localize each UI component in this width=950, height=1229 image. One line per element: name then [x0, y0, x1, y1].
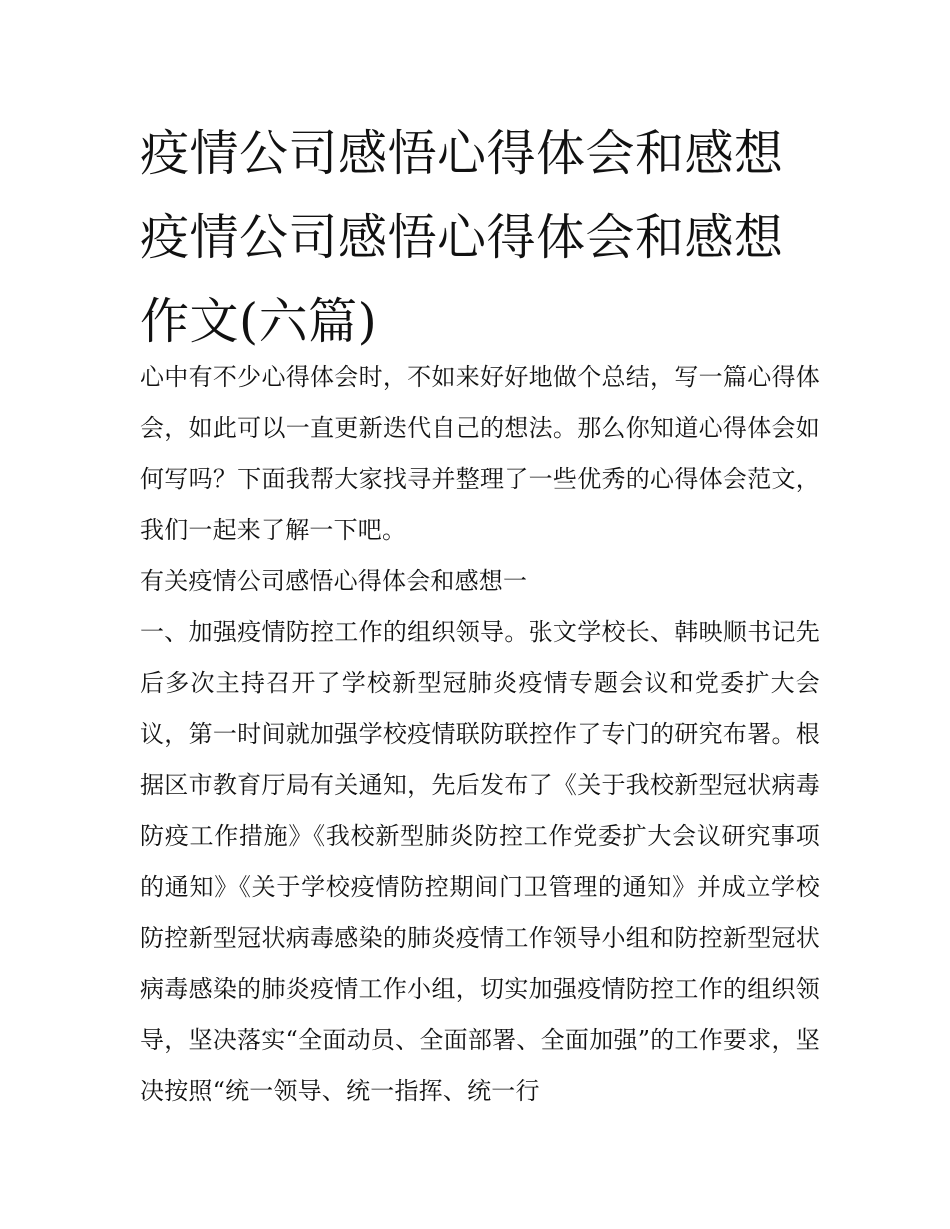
intro-paragraph: 心中有不少心得体会时，不如来好好地做个总结，写一篇心得体会，如此可以一直更新迭代自己的想法。那么你知道心得体会如何写吗？下面我帮大家找寻并整理了一些优秀的心得体会范文，我们一起来了解一下吧。 [140, 363, 820, 544]
section-heading: 有关疫情公司感悟心得体会和感想一 [140, 567, 528, 595]
document-title: 疫情公司感悟心得体会和感想 疫情公司感悟心得体会和感想 作文(六篇) [140, 125, 784, 350]
content-paragraph: 一、加强疫情防控工作的组织领导。张文学校长、韩映顺书记先后多次主持召开了学校新型冠肺炎疫情专题会议和党委扩大会议，第一时间就加强学校疫情联防联控作了专门的研究布署。根据区市教育厅局有关通知，先后发布了《关于我校新型冠状病毒防疫工作措施》《我校新型肺炎防控工作党委扩大会议研究事项的通知》《关于学校疫情防控期间门卫管理的通知》并成立学校防控新型冠状病毒感染的肺炎疫情工作领导小组和防控新型冠状病毒感染的肺炎疫情工作小组，切实加强疫情防控工作的组织领导，坚决落实“全面动员、全面部署、全面加强”的工作要求，坚决按照“统一领导、统一指挥、统一行 [140, 618, 820, 1105]
document-body [140, 352, 820, 1117]
